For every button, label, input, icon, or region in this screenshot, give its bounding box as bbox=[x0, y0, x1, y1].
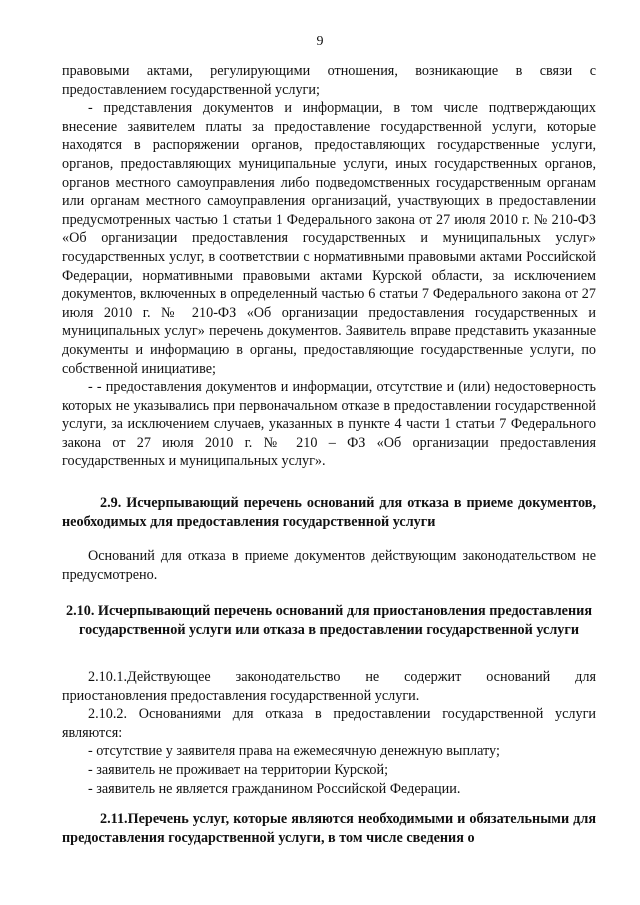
page-number: 9 bbox=[316, 34, 324, 49]
paragraph: Оснований для отказа в приеме документов действующим законодательством не предусмотрено. bbox=[62, 548, 596, 583]
section-2-9-text bbox=[62, 547, 596, 584]
paragraph: 2.10.2. Основаниями для отказа в предоставлении государственной услуги являются: bbox=[62, 706, 596, 741]
section-heading-2-11: 2.11.Перечень услуг, которые являются необходимыми и обязательными для предоставления государственной услуги, в том числе сведения о bbox=[62, 811, 596, 846]
section-heading-2-10: 2.10. Исчерпывающий перечень оснований для приостановления предоставления государственной услуги или отказа в предоставлении государственной услуги bbox=[65, 603, 593, 638]
paragraph: правовыми актами, регулирующими отношения, возникающие в связи с предоставлением государственной услуги; bbox=[62, 63, 596, 98]
paragraph: - - предоставления документов и информации, отсутствие и (или) недостоверность которых не указывались при первоначальном отказе в предоставлении государственной услуги, за исключением случаев, указанных в пункте 4 части 1 статьи 7 Федерального закона от 27 июля 2010 г. № 210 – ФЗ «Об организации предоставления государственных и муниципальных услуг». bbox=[62, 379, 596, 470]
list-item: - отсутствие у заявителя права на ежемесячную денежную выплату; bbox=[88, 743, 500, 760]
grounds-list bbox=[62, 742, 596, 798]
paragraph: 2.10.1.Действующее законодательство не содержит оснований для приостановления предоставления государственной услуги. bbox=[62, 669, 596, 704]
paragraph-block bbox=[62, 62, 596, 471]
list-item: - заявитель не является гражданином Российской Федерации. bbox=[88, 780, 461, 797]
section-heading-2-9: 2.9. Исчерпывающий перечень оснований для отказа в приеме документов, необходимых для предоставления государственной услуги bbox=[62, 495, 596, 530]
section-2-10-text bbox=[62, 668, 596, 798]
paragraph: - представления документов и информации, в том числе подтверждающих внесение заявителем платы за предоставление государственной услуги, которые находятся в распоряжении органов, предоставляющих государственные услуги, органов, предоставляющих муниципальные услуги, иных государственных органов, органов местного самоуправления либо подведомственных государственным органам или органам местного самоуправления организаций, участвующих в предоставлении предусмотренных частью 1 статьи 1 Федерального закона от 27 июля 2010 г. № 210-ФЗ «Об организации предоставления государственных и муниципальных услуг» государственных услуг, в соответствии с нормативными правовыми актами Российской Федерации, нормативными правовыми актами Курской области, за исключением документов, включенных в определенный частью 6 статьи 7 Федерального закона от 27 июля 2010 г. № 210-ФЗ «Об организации предоставления государственных и муниципальных услуг» перечень документов. Заявитель вправе представить указанные документы и информацию в органы, предоставляющие государственные услуги, по собственной инициативе; bbox=[62, 100, 596, 377]
list-item: - заявитель не проживает на территории Курской; bbox=[88, 761, 389, 778]
